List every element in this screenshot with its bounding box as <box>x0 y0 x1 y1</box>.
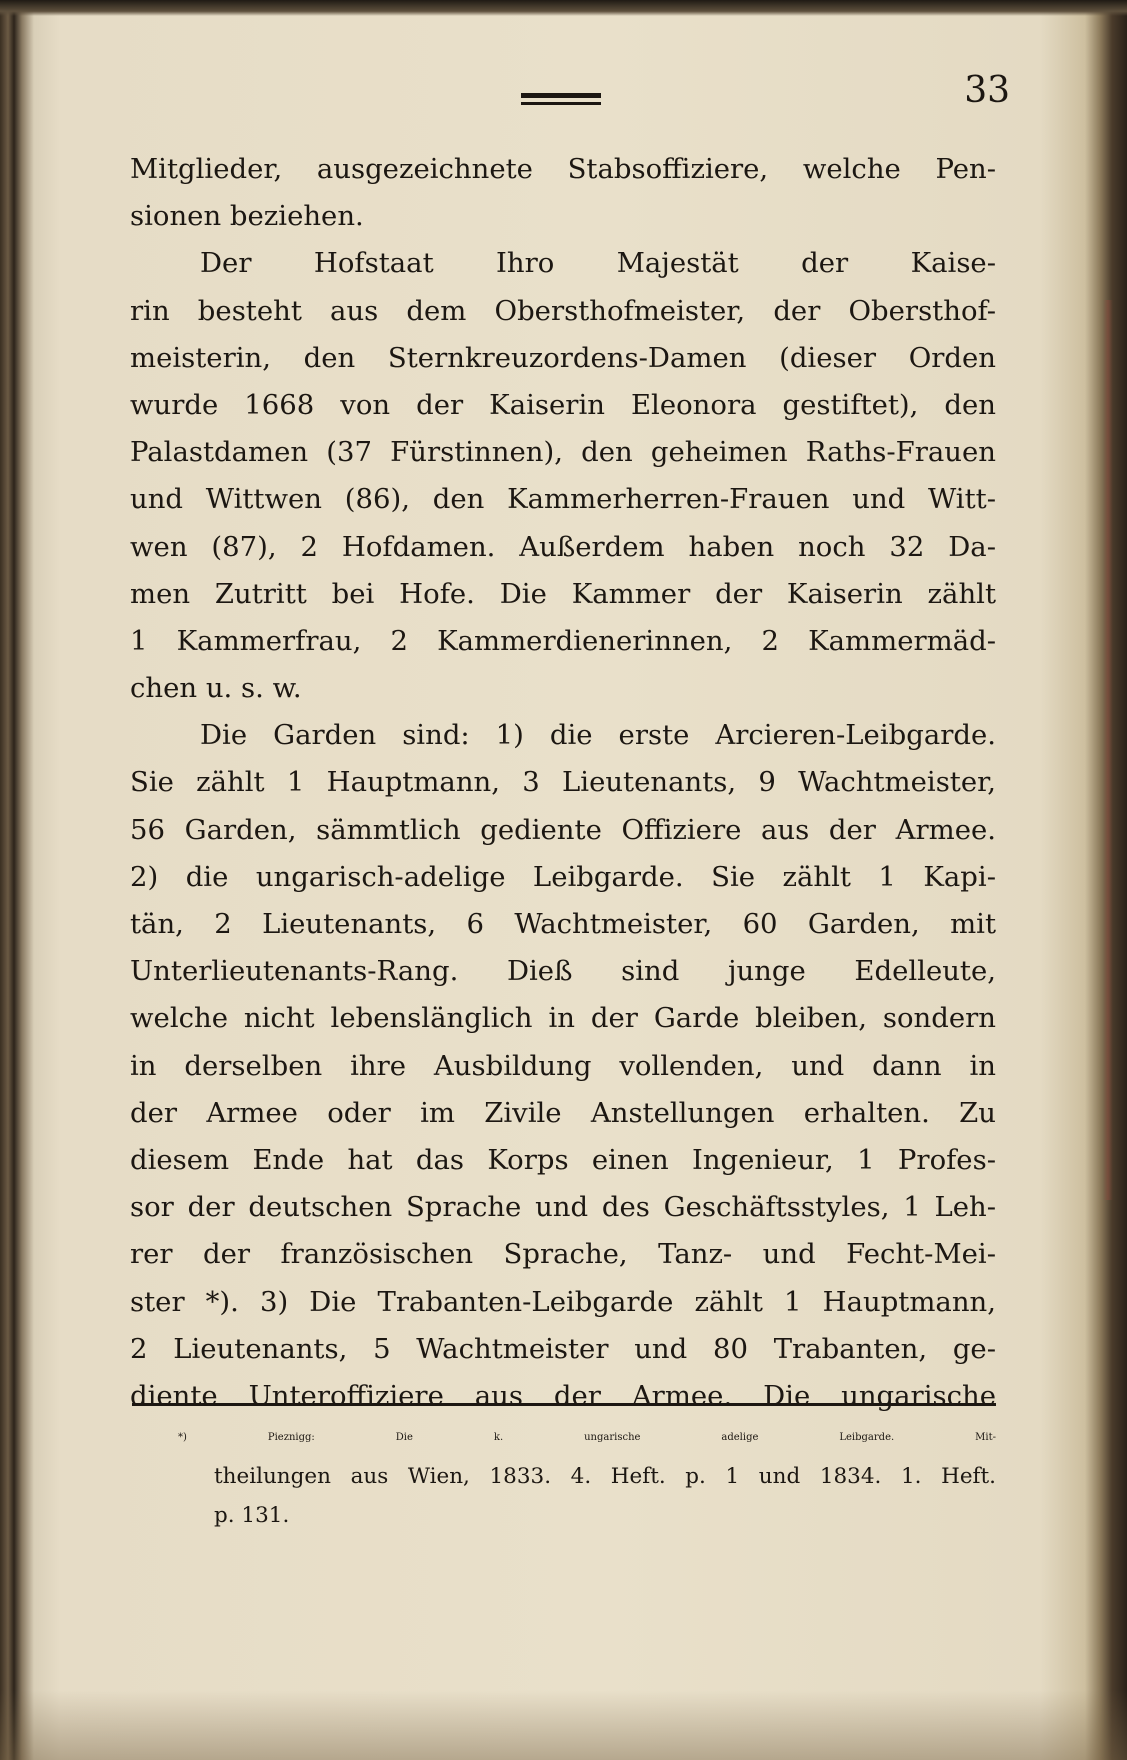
body-line: diesem Ende hat das Korps einen Ingenieur, 1 Profes- <box>130 1143 996 1176</box>
body-line: men Zutritt bei Hofe. Die Kammer der Kaiserin zählt <box>130 577 996 610</box>
body-line: Mitglieder, ausgezeichnete Stabsoffiziere, welche Pen- <box>130 153 996 185</box>
footnote-line: p. 131. <box>214 1503 290 1528</box>
body-line: Palastdamen (37 Fürstinnen), den geheimen Raths-Frauen <box>130 436 996 469</box>
body-line: ster *). 3) Die Trabanten-Leibgarde zählt 1 Hauptmann, <box>130 1285 996 1318</box>
footnote-line: theilungen aus Wien, 1833. 4. Heft. p. 1 und 1834. 1. Heft. <box>214 1464 996 1489</box>
header-double-rule <box>521 93 601 105</box>
body-line: Sie zählt 1 Hauptmann, 3 Lieutenants, 9 Wachtmeister, <box>130 766 996 799</box>
footnote-rule <box>132 1403 996 1406</box>
body-line: wen (87), 2 Hofdamen. Außerdem haben noch 32 Da- <box>130 530 996 563</box>
body-line: diente Unteroffiziere aus der Armee. Die ungarische <box>130 1379 996 1412</box>
body-line: rin besteht aus dem Obersthofmeister, der Obersthof- <box>130 294 996 327</box>
page-bottom-shadow <box>0 1690 1127 1760</box>
body-line: tän, 2 Lieutenants, 6 Wachtmeister, 60 Garden, mit <box>130 908 996 940</box>
body-line: und Wittwen (86), den Kammerherren-Frauen und Witt- <box>130 483 996 516</box>
body-line: chen u. s. w. <box>130 672 302 705</box>
body-line: wurde 1668 von der Kaiserin Eleonora gestiftet), den <box>130 388 996 421</box>
page-number: 33 <box>964 70 1010 111</box>
body-text <box>130 146 996 1420</box>
body-line: Der Hofstaat Ihro Majestät der Kaise- <box>200 247 996 280</box>
body-line: 2 Lieutenants, 5 Wachtmeister und 80 Trabanten, ge- <box>130 1332 996 1365</box>
body-line: Unterlieutenants-Rang. Dieß sind junge Edelleute, <box>130 955 996 988</box>
body-line: Die Garden sind: 1) die erste Arcieren-Leibgarde. <box>200 719 996 752</box>
body-line: rer der französischen Sprache, Tanz- und Fecht-Mei- <box>130 1238 996 1271</box>
body-line: in derselben ihre Ausbildung vollenden, und dann in <box>130 1049 996 1082</box>
footnote-line: *) Pieznigg: Die k. ungarische adelige Leibgarde. Mit- <box>178 1432 996 1443</box>
body-line: meisterin, den Sternkreuzordens-Damen (dieser Orden <box>130 341 996 374</box>
body-line: 56 Garden, sämmtlich gediente Offiziere aus der Armee. <box>130 813 996 846</box>
page-edge-stain <box>1103 300 1113 1200</box>
body-line: 1 Kammerfrau, 2 Kammerdienerinnen, 2 Kammermäd- <box>130 624 996 657</box>
body-line: der Armee oder im Zivile Anstellungen erhalten. Zu <box>130 1096 996 1129</box>
footnote <box>180 1418 996 1535</box>
page-top-shadow <box>0 0 1127 16</box>
body-line: sor der deutschen Sprache und des Geschäftsstyles, 1 Leh- <box>130 1191 996 1224</box>
body-line: sionen beziehen. <box>130 200 364 233</box>
body-line: welche nicht lebenslänglich in der Garde bleiben, sondern <box>130 1002 996 1035</box>
body-line: 2) die ungarisch-adelige Leibgarde. Sie zählt 1 Kapi- <box>130 860 996 893</box>
